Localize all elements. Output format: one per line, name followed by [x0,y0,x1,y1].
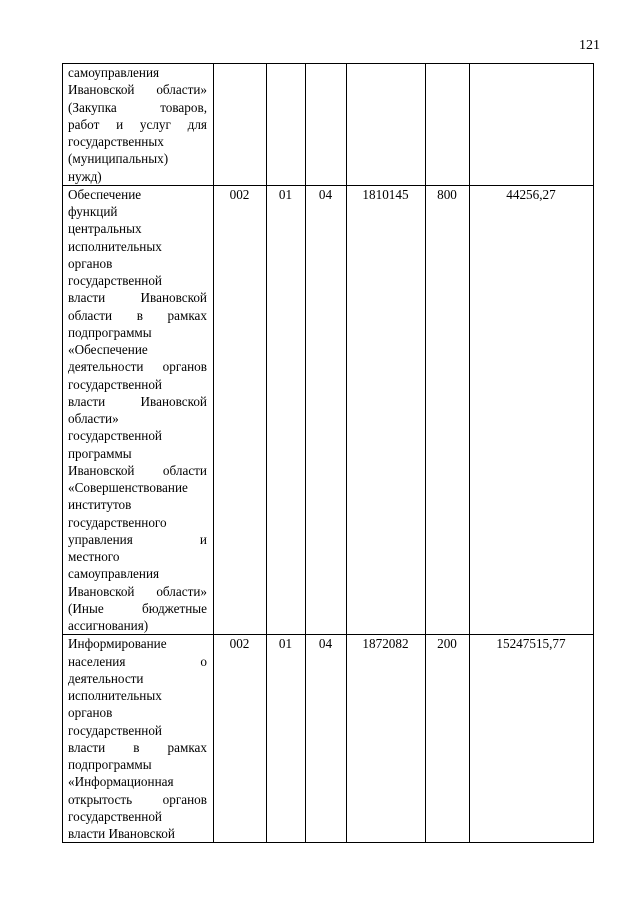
ministry-code-cell [214,64,267,186]
table-row [63,64,594,186]
description-line: самоуправления [68,566,160,582]
description-cell [63,185,214,635]
target-article-cell [347,64,426,186]
description-cell [63,635,214,843]
description-line: открытость органов [68,791,207,807]
description-line: «Совершенствование [68,480,188,495]
section-code-cell [267,64,306,186]
description-line: власти Ивановской [68,393,207,409]
section-code-cell: 01 [267,635,306,843]
description-line: управления и [68,531,207,547]
description-line: исполнительных [68,688,162,703]
description-line: органов [68,705,113,721]
expense-type-cell: 200 [426,635,470,843]
description-line: (Иные бюджетные [68,600,207,616]
description-line: исполнительных [68,238,162,254]
description-line: государственной [68,808,162,824]
description-line: власти Ивановской [68,290,207,306]
description-line: Ивановской области [68,462,207,478]
description-line: деятельности [68,670,144,686]
amount-cell [470,64,594,186]
table-row [63,185,594,635]
amount-cell: 44256,27 [470,185,594,635]
description-line: (Закупка товаров, [68,99,207,115]
target-article-cell: 1872082 [347,635,426,843]
description-line: «Обеспечение [68,342,148,357]
description-line: власти в рамках [68,739,207,755]
description-line: органов [68,255,113,271]
description-line: подпрограммы [68,324,152,340]
description-line: местного [68,549,120,564]
description-line: государственной [68,428,162,444]
description-line: функций [68,204,118,219]
description-line: государственной [68,273,162,288]
description-line: Ивановской области» [68,583,207,599]
budget-table [62,63,594,843]
description-line: власти Ивановской [68,826,175,841]
expense-type-cell [426,64,470,186]
subsection-code-cell [306,64,347,186]
description-line: населения о [68,653,207,669]
description-line: программы [68,445,132,461]
description-line: самоуправления [68,65,160,80]
description-cell [63,64,214,186]
subsection-code-cell: 04 [306,635,347,843]
page-number: 121 [579,38,600,53]
ministry-code-cell: 002 [214,635,267,843]
description-line: Ивановской области» [68,82,207,98]
amount-cell: 15247515,77 [470,635,594,843]
description-line: Обеспечение [68,186,142,202]
description-line: ассигнования) [68,618,149,633]
description-line: государственной [68,722,162,738]
table-body [63,64,594,843]
description-line: государственных [68,134,164,149]
description-line: государственного [68,514,167,530]
ministry-code-cell: 002 [214,185,267,635]
description-line: центральных [68,221,142,237]
description-line: нужд) [68,168,102,184]
description-line: деятельности органов [68,359,207,375]
description-line: подпрограммы [68,757,152,772]
description-line: государственной [68,376,162,392]
section-code-cell: 01 [267,185,306,635]
expense-type-cell: 800 [426,185,470,635]
description-line: «Информационная [68,774,174,790]
table-row [63,635,594,843]
description-line: институтов [68,497,132,513]
subsection-code-cell: 04 [306,185,347,635]
description-line: работ и услуг для [68,116,207,132]
description-line: области» [68,411,119,426]
description-line: области в рамках [68,307,207,323]
target-article-cell: 1810145 [347,185,426,635]
description-line: Информирование [68,636,167,652]
description-line: (муниципальных) [68,151,169,167]
